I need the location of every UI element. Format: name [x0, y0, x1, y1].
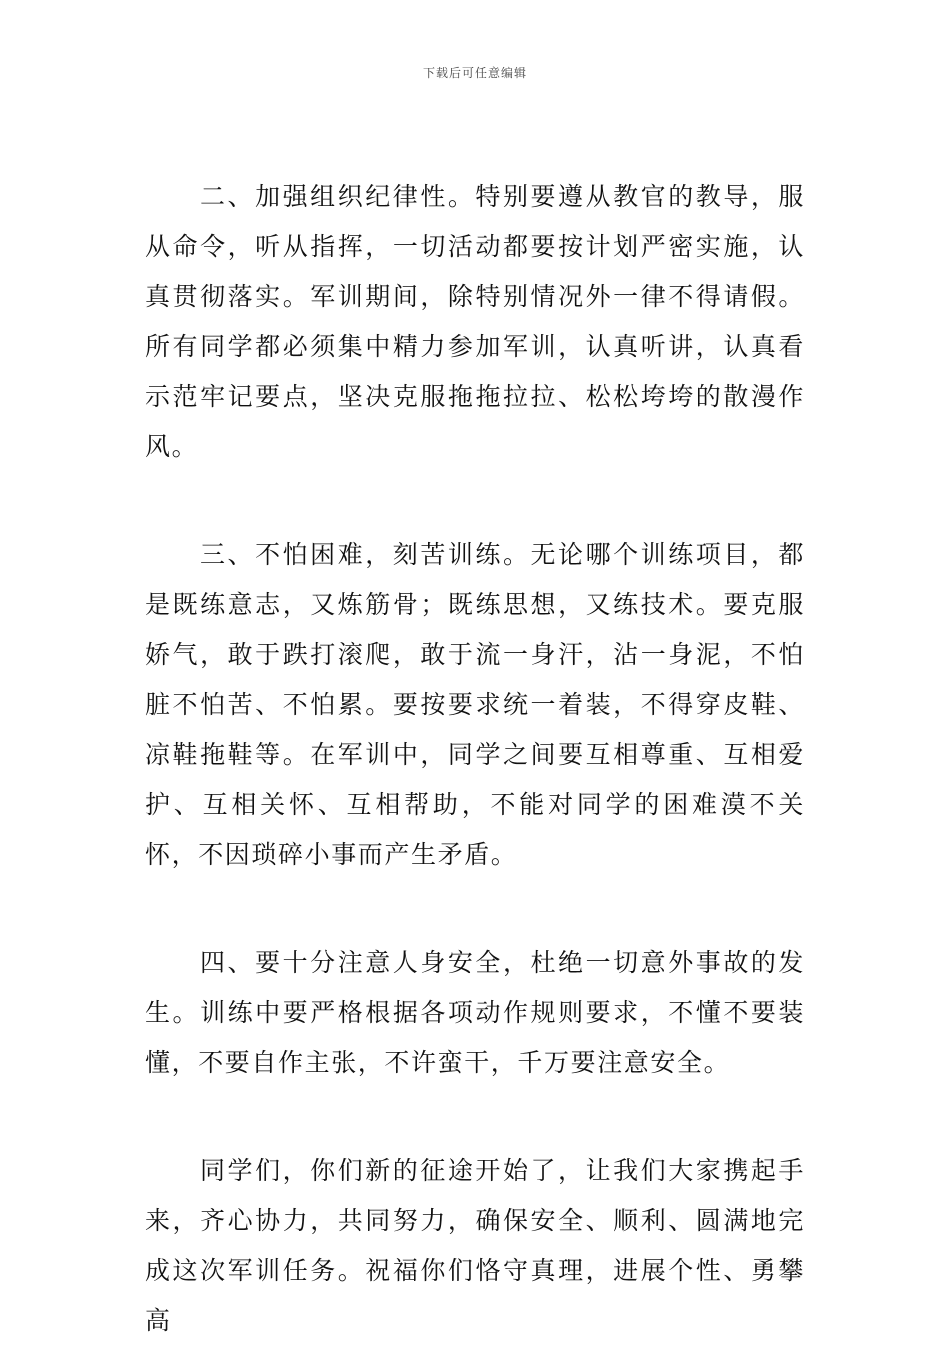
paragraph-discipline: 二、加强组织纪律性。特别要遵从教官的教导，服从命令，听从指挥，一切活动都要按计划严密实施，认真贯彻落实。军训期间，除特别情况外一律不得请假。所有同学都必须集中精力参加军训，认真听讲，认真看示范牢记要点，坚决克服拖拖拉拉、松松垮垮的散漫作风。	[145, 182, 805, 461]
paragraph-safety: 四、要十分注意人身安全，杜绝一切意外事故的发生。训练中要严格根据各项动作规则要求，不懂不要装懂，不要自作主张，不许蛮干，千万要注意安全。	[145, 948, 805, 1077]
paragraph-hardship: 三、不怕困难，刻苦训练。无论哪个训练项目，都是既练意志，又炼筋骨；既练思想，又练技术。要克服娇气，敢于跌打滚爬，敢于流一身汗，沾一身泥，不怕脏不怕苦、不怕累。要按要求统一着装，不得穿皮鞋、凉鞋拖鞋等。在军训中，同学之间要互相尊重、互相爱护、互相关怀、互相帮助，不能对同学的困难漠不关怀，不因琐碎小事而产生矛盾。	[145, 540, 805, 869]
header-note: 下载后可任意编辑	[422, 66, 527, 80]
document-body	[145, 172, 805, 1346]
paragraph-closing: 同学们，你们新的征途开始了，让我们大家携起手来，齐心协力，共同努力，确保安全、顺利、圆满地完成这次军训任务。祝福你们恪守真理，进展个性、勇攀高	[145, 1156, 805, 1335]
